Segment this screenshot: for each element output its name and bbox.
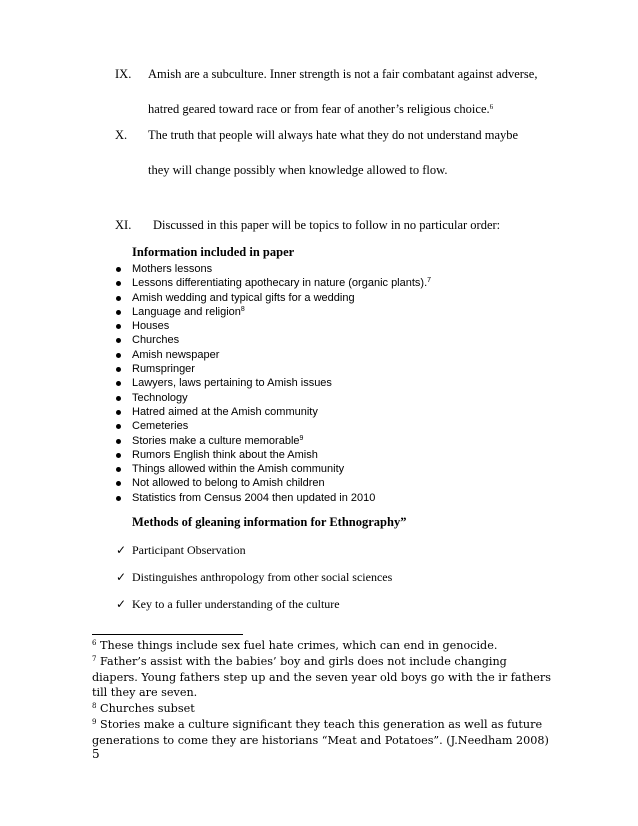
list-item: Churches	[114, 333, 431, 347]
list-item: ✓ Distinguishes anthropology from other social sciences	[116, 570, 393, 584]
list-item: Lessons differentiating apothecary in nature (organic plants).$^7$	[114, 276, 431, 290]
bullet-icon	[116, 481, 121, 486]
list-item: Hatred aimed at the Amish community	[114, 405, 431, 419]
methods-heading: Methods of gleaning information for Ethnography”	[132, 515, 407, 529]
bullet-icon	[116, 410, 121, 415]
list-item: Rumspringer	[114, 362, 431, 376]
bullet-icon	[116, 310, 121, 315]
checkmark-icon: ✓	[116, 570, 127, 584]
info-heading: Information included in paper	[132, 245, 295, 259]
footnote-7: $^7$ Father’s assist with the babies’ boy and girls does not include changing diapers. Young fathers step up and the seven year old boys go with the ir fathers till they are seven.	[92, 654, 551, 700]
list-item: ✓ Key to a fuller understanding of the culture	[116, 597, 340, 611]
footnotes	[92, 638, 552, 749]
footnote-separator	[92, 634, 243, 635]
bullet-icon	[116, 324, 121, 329]
checkmark-icon: ✓	[116, 597, 127, 611]
topic-bullet-list	[114, 262, 431, 505]
footnote-8: $^8$ Churches subset	[92, 702, 195, 716]
methods-check-list	[116, 542, 392, 623]
item-x-line-2: they will change possibly when knowledge allowed to flow.	[148, 163, 448, 177]
list-item: Mothers lessons	[114, 262, 431, 276]
bullet-icon	[116, 296, 121, 301]
bullet-icon	[116, 381, 121, 386]
bullet-icon	[116, 467, 121, 472]
list-item: Statistics from Census 2004 then updated in 2010	[114, 491, 431, 505]
list-item: Cemeteries	[114, 419, 431, 433]
bullet-icon	[116, 439, 121, 444]
footnote-ref-8: 8	[240, 305, 245, 313]
footnote-ref-7: 7	[427, 277, 432, 285]
list-item: Lawyers, laws pertaining to Amish issues	[114, 376, 431, 390]
bullet-icon	[116, 367, 121, 372]
item-ix-number: IX.	[115, 67, 132, 81]
item-xi-number: XI.	[115, 218, 132, 232]
footnote-9: $^9$ Stories make a culture significant they teach this generation as well as future generations to come they are historians “Meat and Potatoes”. (J.Needham 2008)	[92, 717, 549, 747]
bullet-icon	[116, 424, 121, 429]
bullet-icon	[116, 338, 121, 343]
list-item: Things allowed within the Amish community	[114, 462, 431, 476]
list-item: Rumors English think about the Amish	[114, 448, 431, 462]
bullet-icon	[116, 453, 121, 458]
item-ix-line-2-text: hatred geared toward race or from fear of another’s religious choice.	[148, 102, 490, 116]
footnote-6: $^6$ These things include sex fuel hate crimes, which can end in genocide.	[92, 639, 498, 652]
page-number: 5	[92, 747, 100, 761]
list-item: Amish wedding and typical gifts for a wedding	[114, 291, 431, 305]
footnote-ref-6: 6	[489, 103, 494, 111]
bullet-icon	[116, 496, 121, 501]
item-x-line-1: The truth that people will always hate what they do not understand maybe	[148, 128, 519, 142]
list-item: Not allowed to belong to Amish children	[114, 476, 431, 490]
list-item: Language and religion$^8$	[114, 305, 431, 319]
item-x-number: X.	[115, 128, 128, 142]
footnote-ref-9: 9	[299, 434, 304, 442]
item-xi-line-1: Discussed in this paper will be topics to follow in no particular order:	[153, 218, 501, 232]
bullet-icon	[116, 281, 121, 286]
bullet-icon	[116, 353, 121, 358]
list-item: ✓ Participant Observation	[116, 543, 246, 557]
list-item: Amish newspaper	[114, 348, 431, 362]
list-item: Technology	[114, 391, 431, 405]
item-ix-line-2	[148, 101, 493, 117]
list-item: Stories make a culture memorable$^9$	[114, 434, 431, 448]
bullet-icon	[116, 267, 121, 272]
bullet-icon	[116, 396, 121, 401]
item-ix-line-1: Amish are a subculture. Inner strength is not a fair combatant against adverse,	[148, 67, 538, 81]
checkmark-icon: ✓	[116, 543, 127, 557]
list-item: Houses	[114, 319, 431, 333]
